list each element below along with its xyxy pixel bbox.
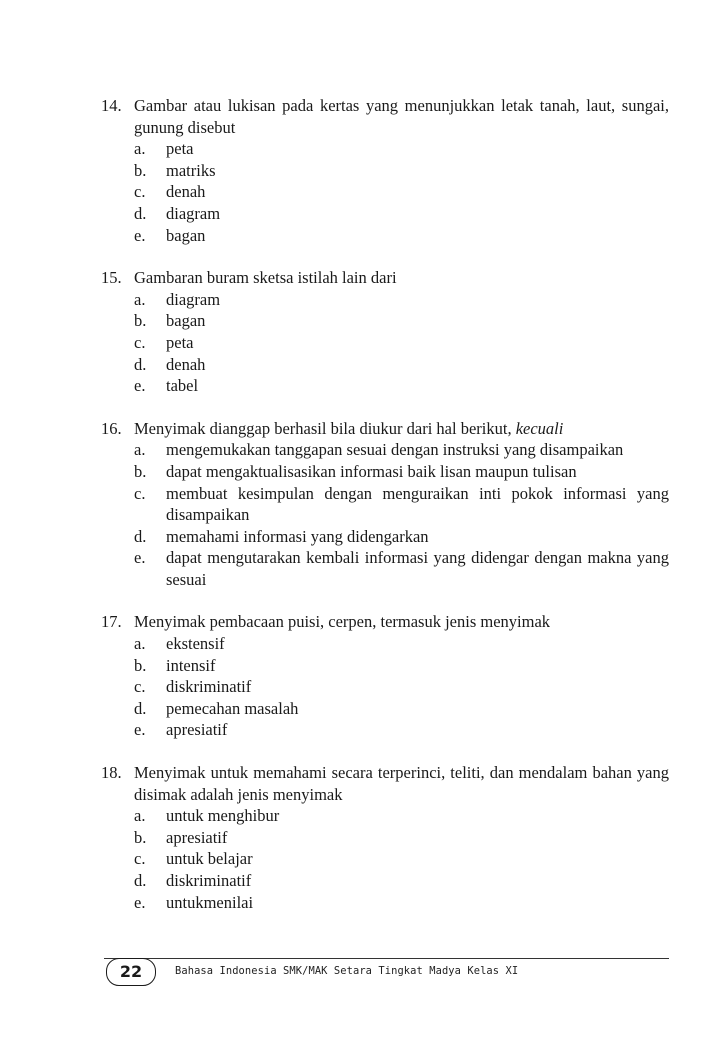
option-e <box>134 375 669 397</box>
question-list <box>101 95 669 934</box>
option-letter: c. <box>134 849 146 869</box>
option-c <box>134 848 669 870</box>
option-a <box>134 439 669 461</box>
question-text-main: Menyimak dianggap berhasil bila diukur dari hal berikut, <box>134 418 512 438</box>
question-18 <box>101 762 669 913</box>
option-letter: a. <box>134 139 146 159</box>
option-c <box>134 483 669 526</box>
option-b <box>134 160 669 182</box>
option-letter: b. <box>134 655 147 675</box>
option-letter: b. <box>134 827 147 847</box>
option-letter: c. <box>134 483 146 503</box>
option-e <box>134 225 669 247</box>
option-letter: d. <box>134 871 147 890</box>
option-letter: d. <box>134 698 147 718</box>
page-number-badge: 22 <box>106 958 156 986</box>
option-list <box>134 138 669 246</box>
option-e <box>134 719 669 741</box>
option-text: ekstensif <box>166 634 225 654</box>
option-text: apresiatif <box>166 827 228 847</box>
option-text: denah <box>166 182 206 202</box>
option-b <box>134 655 669 677</box>
option-letter: e. <box>134 225 146 245</box>
question-emphasis: kecuali <box>515 418 564 438</box>
option-d <box>134 870 669 892</box>
option-letter: b. <box>134 461 147 481</box>
option-list <box>134 805 669 913</box>
question-number: 18. <box>101 763 122 783</box>
question-16 <box>101 418 669 591</box>
option-d <box>134 526 669 548</box>
footer-divider <box>104 958 669 959</box>
option-letter: c. <box>134 182 146 202</box>
option-text: membuat kesimpulan dengan menguraikan inti pokok informasi yang disampaikan <box>166 483 669 525</box>
option-text: pemecahan masalah <box>166 698 299 718</box>
option-d <box>134 354 669 376</box>
question-number: 14. <box>101 96 122 115</box>
option-letter: b. <box>134 311 147 331</box>
option-letter: e. <box>134 548 146 568</box>
question-17 <box>101 611 669 741</box>
option-text: tabel <box>166 376 199 396</box>
option-list <box>134 439 669 590</box>
question-14 <box>101 95 669 246</box>
footer-book-title: Bahasa Indonesia SMK/MAK Setara Tingkat Madya Kelas XI <box>175 965 519 977</box>
option-letter: c. <box>134 677 146 697</box>
option-text: untuk belajar <box>166 849 253 869</box>
option-a <box>134 633 669 655</box>
option-text: intensif <box>166 655 216 675</box>
option-text: untuk menghibur <box>166 806 280 826</box>
option-text: diskriminatif <box>166 677 252 697</box>
option-letter: d. <box>134 354 147 374</box>
question-text: Gambar atau lukisan pada kertas yang menunjukkan letak tanah, laut, sungai, gunung disebut <box>134 96 669 137</box>
question-number: 15. <box>101 268 122 288</box>
option-text: apresiatif <box>166 720 228 740</box>
option-a <box>134 805 669 827</box>
option-letter: c. <box>134 332 146 352</box>
option-b <box>134 461 669 483</box>
option-text: bagan <box>166 311 206 331</box>
option-d <box>134 698 669 720</box>
option-letter: a. <box>134 289 146 309</box>
option-c <box>134 181 669 203</box>
option-text: denah <box>166 354 206 374</box>
option-c <box>134 332 669 354</box>
question-text <box>134 418 669 440</box>
option-text: bagan <box>166 225 206 245</box>
option-e <box>134 892 669 914</box>
option-text: peta <box>166 139 194 159</box>
option-d <box>134 203 669 225</box>
option-letter: e. <box>134 892 146 912</box>
option-a <box>134 138 669 160</box>
option-list <box>134 633 669 741</box>
option-text: matriks <box>166 160 216 180</box>
option-c <box>134 676 669 698</box>
option-letter: d. <box>134 526 147 546</box>
option-text: diagram <box>166 289 221 309</box>
option-a <box>134 289 669 311</box>
option-text: mengemukakan tanggapan sesuai dengan instruksi yang disampaikan <box>166 440 624 460</box>
option-letter: e. <box>134 376 146 396</box>
option-text: untukmenilai <box>166 892 254 912</box>
option-text: dapat mengaktualisasikan informasi baik lisan maupun tulisan <box>166 461 577 481</box>
question-text: Menyimak pembacaan puisi, cerpen, termasuk jenis menyimak <box>134 612 551 632</box>
option-text: memahami informasi yang didengarkan <box>166 526 429 546</box>
question-number: 17. <box>101 612 122 632</box>
option-letter: a. <box>134 806 146 826</box>
option-list <box>134 289 669 397</box>
option-letter: a. <box>134 440 146 460</box>
option-text: peta <box>166 332 194 352</box>
question-number: 16. <box>101 418 122 438</box>
option-b <box>134 827 669 849</box>
option-e <box>134 547 669 590</box>
option-letter: d. <box>134 203 147 223</box>
option-letter: b. <box>134 160 147 180</box>
option-letter: e. <box>134 720 146 740</box>
option-b <box>134 310 669 332</box>
question-text: Gambaran buram sketsa istilah lain dari <box>134 268 397 288</box>
option-text: diagram <box>166 203 221 223</box>
option-text: dapat mengutarakan kembali informasi yang didengar dengan makna yang sesuai <box>166 548 669 589</box>
question-15 <box>101 267 669 397</box>
option-text: diskriminatif <box>166 871 252 890</box>
question-text: Menyimak untuk memahami secara terperinci, teliti, dan mendalam bahan yang disimak adalah jenis menyimak <box>134 763 669 804</box>
option-letter: a. <box>134 634 146 654</box>
